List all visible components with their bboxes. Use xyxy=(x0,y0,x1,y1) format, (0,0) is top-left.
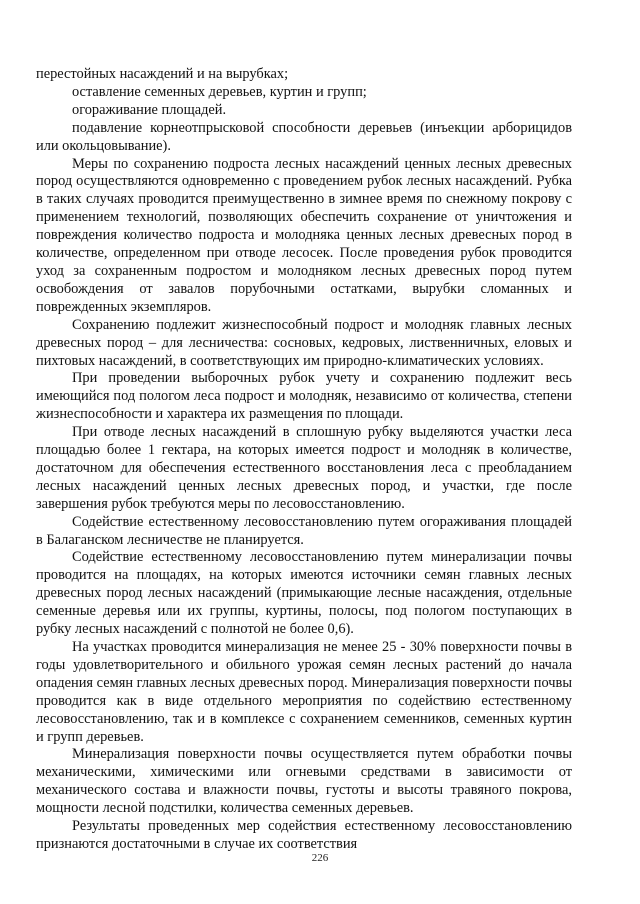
list-item-fencing: огораживание площадей. xyxy=(72,101,227,118)
paragraph-fencing: Содействие естественному лесовосстановлению путем огораживания площадей в Балаганском лесничестве не планируется. xyxy=(36,513,572,548)
paragraph-mineralization-methods: Минерализация поверхности почвы осуществляется путем обработки почвы механическими, химическими или огневыми средствами в зависимости от механического состава и влажности почвы, густоты и высоты травяного покрова, мощности лесной подстилки, количества семенных деревьев. xyxy=(36,746,572,817)
paragraph-continuation: перестойных насаждений и на вырубках; xyxy=(36,66,289,82)
paragraph-clear-felling: При отводе лесных насаждений в сплошную рубку выделяются участки леса площадью более 1 гектара, на которых имеется подрост и молодняк в количестве, достаточном для обеспечения естественного восстановления леса с преобладанием лесных насаждений ценных лесных древесных пород, и участки, где после завершения рубок требуются меры по лесовосстановлению. xyxy=(36,424,572,512)
list-item-seed-trees: оставление семенных деревьев, куртин и групп; xyxy=(72,83,367,100)
paragraph-mineralization: Содействие естественному лесовосстановлению путем минерализации почвы проводится на площадях, на которых имеются источники семян главных лесных древесных пород лесных насаждений (примыкающие лесные насаждения, отдельные семенные деревья или их группы, куртины, полосы, под пологом поступающих в рубку лесных насаждений с полнотой не более 0,6). xyxy=(36,549,572,638)
paragraph-mineralization-areas: На участках проводится минерализация не менее 25 - 30% поверхности почвы в годы удовлетворительного и обильного урожая семян лесных растений до начала опадения семян главных лесных древесных пород. Минерализация поверхности почвы проводится как в виде отдельного мероприятия по содействию естественному лесовосстановлению, так и в комплексе с сохранением семенников, семенных куртин и групп деревьев. xyxy=(36,639,572,745)
document-body xyxy=(36,66,572,854)
paragraph-undergrowth-measures: Меры по сохранению подроста лесных насаждений ценных лесных древесных пород осуществляются одновременно с проведением рубок лесных насаждений. Рубка в таких случаях проводится преимущественно в зимнее время по снежному покрову с применением технологий, позволяющих обеспечить сохранение от уничтожения и повреждения количество подроста и молодняка ценных лесных древесных пород в количестве, определенном при отводе лесосек. После проведения рубок проводится уход за сохраненным подростом и молодняком лесных древесных пород путем освобождения от завалов порубочными остатками, вырубки сломанных и поврежденных экземпляров. xyxy=(36,155,572,315)
list-item-root-suppression: подавление корнеотпрысковой способности деревьев (инъекции арборицидов или окольцовывание). xyxy=(36,119,572,154)
paragraph-results: Результаты проведенных мер содействия естественному лесовосстановлению признаются достаточными в случае их соответствия xyxy=(36,818,572,852)
page-number: 226 xyxy=(311,852,329,864)
paragraph-preservation: Сохранению подлежит жизнеспособный подрост и молодняк главных лесных древесных пород – для лесничества: сосновых, кедровых, лиственничных, еловых и пихтовых насаждений, в соответствующих им природно-климатических условиях. xyxy=(36,316,572,369)
paragraph-selective-felling: При проведении выборочных рубок учету и сохранению подлежит весь имеющийся под пологом леса подрост и молодняк, независимо от количества, степени жизнеспособности и характера их размещения по площади. xyxy=(36,370,572,423)
